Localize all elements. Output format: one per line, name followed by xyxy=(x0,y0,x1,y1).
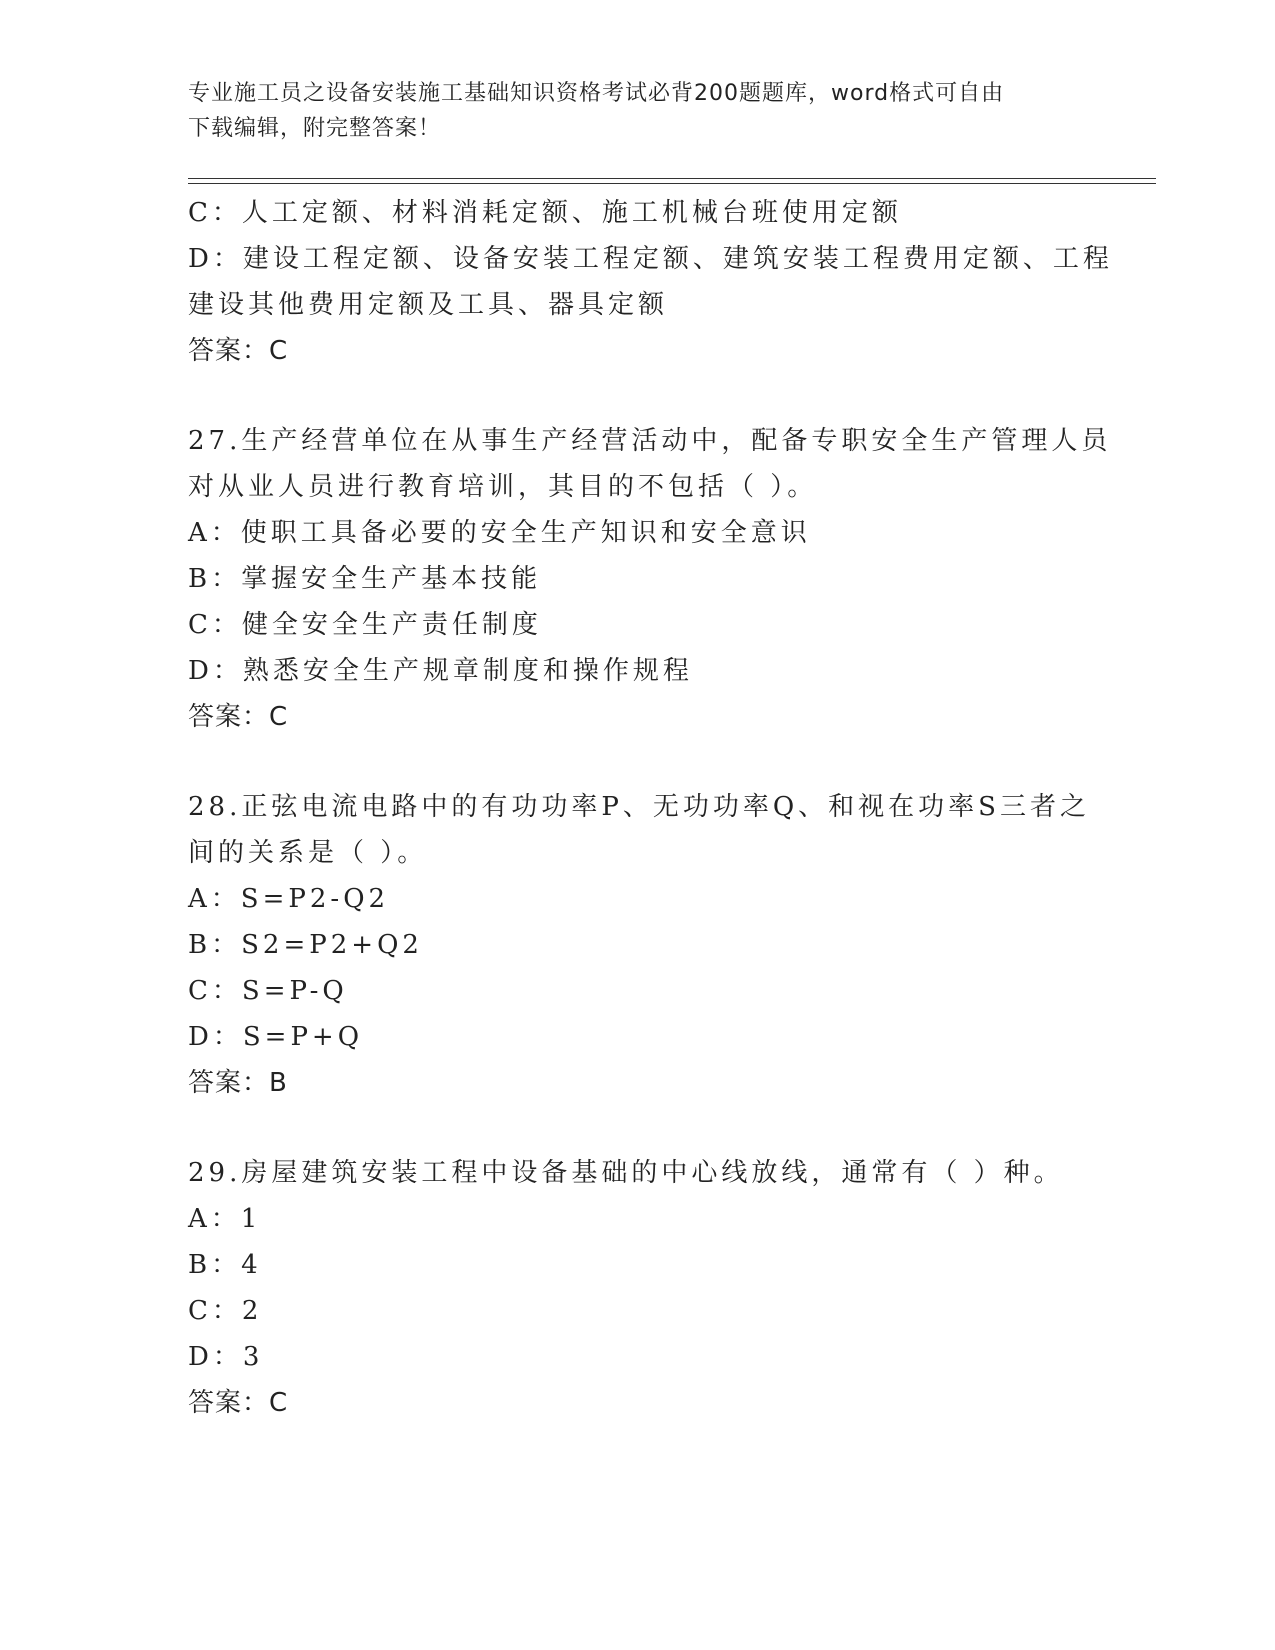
answer: 答案：B xyxy=(188,1068,288,1098)
question-stem-line-1: 28.正弦电流电路中的有功功率P、无功功率Q、和视在功率S三者之 xyxy=(188,792,1090,822)
option-b: B：S2=P2+Q2 xyxy=(188,930,423,960)
header-divider-top xyxy=(188,178,1156,179)
option-a: A：S=P2-Q2 xyxy=(188,884,390,914)
option-c: C：人工定额、材料消耗定额、施工机械台班使用定额 xyxy=(188,198,902,228)
answer: 答案：C xyxy=(188,336,289,366)
header-line-1: 专业施工员之设备安装施工基础知识资格考试必背200题题库，word格式可自由 xyxy=(188,81,1005,106)
question-28 xyxy=(188,784,1090,1106)
question-stem-line-2: 间的关系是（ ）。 xyxy=(188,838,428,868)
option-a: A：使职工具备必要的安全生产知识和安全意识 xyxy=(188,518,811,548)
option-a: A：1 xyxy=(188,1204,262,1234)
option-b: B：4 xyxy=(188,1250,262,1280)
answer: 答案：C xyxy=(188,702,289,732)
document-header xyxy=(188,76,1068,146)
header-divider-bottom xyxy=(188,183,1156,184)
option-d: D：熟悉安全生产规章制度和操作规程 xyxy=(188,656,693,686)
spacer xyxy=(188,374,1078,418)
question-content xyxy=(188,190,1113,1426)
question-29 xyxy=(188,1150,1078,1426)
option-d: D：3 xyxy=(188,1342,264,1372)
question-stem-line-1: 27.生产经营单位在从事生产经营活动中，配备专职安全生产管理人员 xyxy=(188,426,1112,456)
answer: 答案：C xyxy=(188,1388,289,1418)
option-d-line-1: D：建设工程定额、设备安装工程定额、建筑安装工程费用定额、工程 xyxy=(188,244,1113,274)
question-stem-line-1: 29.房屋建筑安装工程中设备基础的中心线放线，通常有（ ）种。 xyxy=(188,1158,1064,1188)
question-stem-line-2: 对从业人员进行教育培训，其目的不包括（ ）。 xyxy=(188,472,818,502)
option-c: C：S=P-Q xyxy=(188,976,348,1006)
spacer xyxy=(188,1106,1078,1150)
previous-question-tail xyxy=(188,190,1113,374)
option-d-line-2: 建设其他费用定额及工具、器具定额 xyxy=(188,290,669,320)
option-b: B：掌握安全生产基本技能 xyxy=(188,564,542,594)
option-d: D：S=P+Q xyxy=(188,1022,364,1052)
option-c: C：健全安全生产责任制度 xyxy=(188,610,542,640)
option-c: C：2 xyxy=(188,1296,263,1326)
header-line-2: 下载编辑，附完整答案！ xyxy=(188,116,442,141)
spacer xyxy=(188,740,1078,784)
question-27 xyxy=(188,418,1112,740)
